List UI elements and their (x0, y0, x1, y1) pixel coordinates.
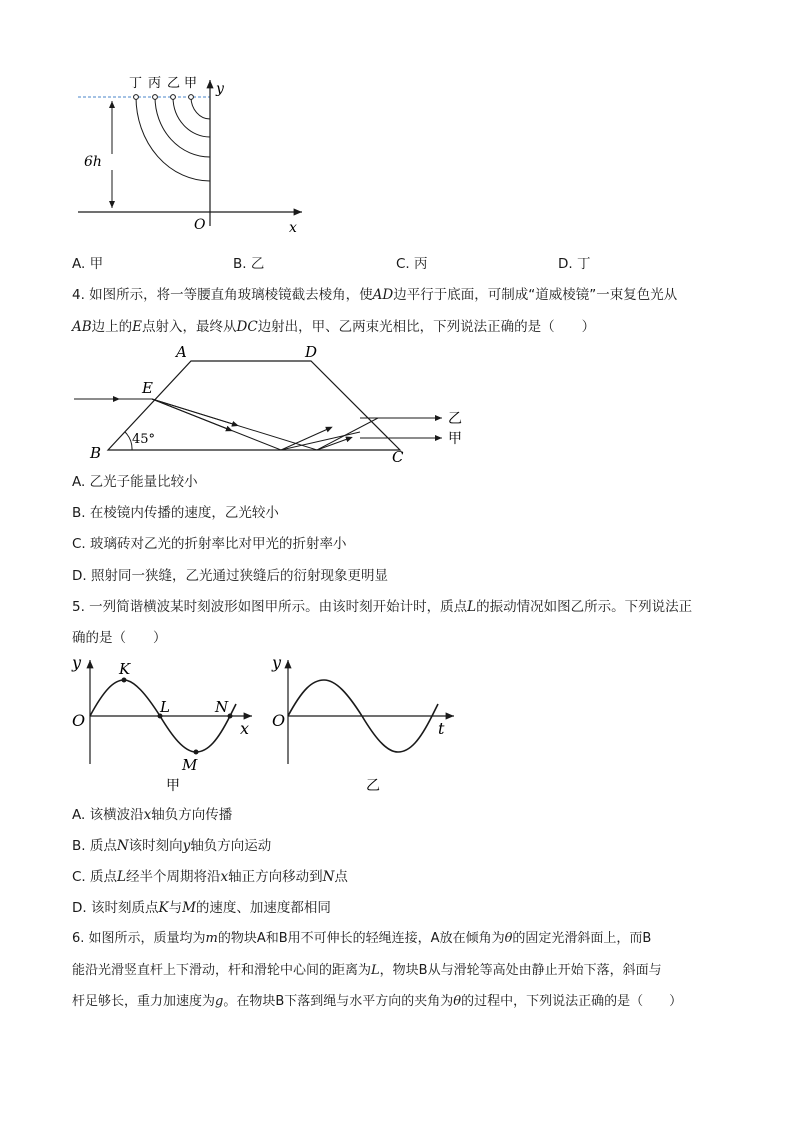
q5-d-m: M (182, 900, 196, 916)
ray-jia-label: 甲 (448, 431, 462, 447)
ray-yi-label: 乙 (448, 411, 462, 427)
height-label: 6h (84, 154, 102, 170)
q6-g: g (215, 994, 224, 1009)
ray-jia-arrow1 (152, 399, 230, 430)
q6-text1: 6. 如图所示，质量均为 (72, 931, 206, 946)
q5-d-text: D. 该时刻质点 (72, 900, 159, 916)
ball-bing (153, 95, 158, 100)
q6-text7: 。在物块B下落到绳与水平方向的夹角为 (223, 994, 454, 1009)
q5-b-y: y (182, 838, 191, 854)
q5-c-x: x (220, 869, 229, 885)
q6-text3: 的固定光滑斜面上，而B (512, 931, 652, 946)
wave-y-label: y (72, 653, 82, 672)
arc-ding (136, 97, 210, 181)
q5-c-text3: 轴正方向移动到 (228, 869, 323, 885)
wave-x-label: x (240, 719, 250, 738)
figure-q3 (70, 66, 320, 238)
vertex-c: C (392, 448, 404, 466)
q4-option-a[interactable]: A. 乙光子能量比较小 (72, 474, 198, 490)
q5-d-k: K (158, 900, 169, 916)
q3-option-d[interactable]: D. 丁 (558, 256, 591, 272)
q5-b-text: B. 质点 (72, 838, 117, 854)
q5-stem-l: L (467, 599, 477, 615)
q3-option-a[interactable]: A. 甲 (72, 256, 104, 272)
angle-label: 45° (132, 432, 156, 447)
ball-jia (189, 95, 194, 100)
point-e: E (142, 379, 153, 397)
q4-stem-text2: 边平行于底面，可制成“道威棱镜”一束复色光从 (393, 287, 678, 303)
ball-ding (134, 95, 139, 100)
q5-option-d[interactable] (72, 898, 331, 918)
q4-stem-line2 (72, 317, 595, 337)
q5-option-c[interactable] (72, 867, 348, 887)
ray-jia-inside (152, 399, 360, 450)
q4-stem-text4: 点射入，最终从 (142, 319, 237, 335)
q6-text2: 的物块A和B用不可伸长的轻绳连接，A放在倾角为 (217, 931, 505, 946)
q5-c-n: N (322, 869, 335, 885)
ray-jia-arrow2 (317, 438, 350, 450)
q5-c-text: C. 质点 (72, 869, 118, 885)
wave-label-k: K (119, 660, 131, 678)
q4-option-d[interactable]: D. 照射同一狭缝，乙光通过狭缝后的衍射现象更明显 (72, 568, 388, 584)
q4-stem-text: 4. 如图所示，将一等腰直角玻璃棱镜截去棱角，使 (72, 287, 373, 303)
x-axis-label: x (289, 220, 297, 236)
figure-q5-vibration (268, 652, 458, 796)
q4-stem-text5: 边射出，甲、乙两束光相比，下列说法正确的是（ ） (257, 319, 596, 335)
q6-text8: 的过程中，下列说法正确的是（ ） (461, 994, 683, 1009)
q4-stem-text3: 边上的 (91, 319, 133, 335)
q6-stem-line2 (72, 961, 662, 981)
ray-yi-arrow1 (152, 399, 236, 425)
arc-jia (191, 97, 210, 119)
vib-origin: O (272, 711, 286, 730)
q6-text4: 能沿光滑竖直杆上下滑动，杆和滑轮中心间的距离为 (72, 963, 372, 978)
q5-b-text3: 轴负方向运动 (190, 838, 272, 854)
q4-option-c[interactable]: C. 玻璃砖对乙光的折射率比对甲光的折射率小 (72, 536, 347, 552)
angle-arc (125, 432, 132, 450)
q5-a-x: x (143, 807, 152, 823)
vertex-b: B (90, 444, 102, 462)
figure-q4-prism (70, 340, 480, 466)
y-axis-label: y (216, 81, 224, 97)
figure-q5-wave (68, 652, 258, 796)
wave-label-l: L (160, 698, 170, 716)
wave-label-m: M (182, 756, 198, 774)
q5-option-b[interactable] (72, 836, 271, 856)
q5-a-text: A. 该横波沿 (72, 807, 144, 823)
q6-l: L (371, 963, 380, 978)
label-yi: 乙 (167, 76, 181, 91)
q5-stem-line1 (72, 597, 692, 617)
vib-y-label: y (272, 653, 282, 672)
q4-option-b[interactable]: B. 在棱镜内传播的速度，乙光较小 (72, 505, 279, 521)
q6-stem-line3 (72, 992, 682, 1012)
q3-option-c[interactable]: C. 丙 (396, 256, 428, 272)
q6-text6: 杆足够长，重力加速度为 (72, 994, 216, 1009)
q4-stem-line1 (72, 285, 677, 305)
wave-label-n: N (215, 698, 229, 716)
point-n (228, 714, 233, 719)
q5-c-text2: 经半个周期将沿 (125, 869, 221, 885)
q5-a-text2: 轴负方向传播 (151, 807, 233, 823)
q3-option-b[interactable]: B. 乙 (233, 256, 265, 272)
q4-stem-dc: DC (236, 319, 258, 335)
q6-theta1: θ (504, 931, 513, 946)
wave-origin: O (72, 711, 86, 730)
label-bing: 丙 (148, 76, 162, 91)
q4-stem-ad: AD (372, 287, 394, 303)
ray-yi-inside (152, 399, 378, 450)
q4-stem-e: E (132, 319, 143, 335)
point-k (122, 678, 127, 683)
ball-yi (171, 95, 176, 100)
vib-caption: 乙 (366, 778, 380, 794)
q6-text5: ，物块B从与滑轮等高处由静止开始下落，斜面与 (379, 963, 662, 978)
q4-stem-ab: AB (72, 319, 92, 335)
q5-stem-text: 5. 一列简谐横波某时刻波形如图甲所示。由该时刻开始计时，质点 (72, 599, 468, 615)
arc-bing (155, 97, 210, 157)
vertex-a: A (176, 343, 187, 361)
q5-c-text4: 点 (334, 869, 348, 885)
q5-d-text2: 与 (168, 900, 183, 916)
q5-stem-text2: 的振动情况如图乙所示。下列说法正 (476, 599, 693, 615)
q5-option-a[interactable] (72, 805, 232, 825)
vib-t-label: t (438, 719, 445, 738)
q5-c-l: L (117, 869, 126, 885)
q5-b-n: N (116, 838, 129, 854)
q6-stem-line1 (72, 929, 651, 949)
q5-b-text2: 该时刻向 (128, 838, 183, 854)
q6-m: m (205, 931, 218, 946)
label-ding: 丁 (129, 76, 143, 91)
origin-label: O (194, 217, 206, 233)
q5-d-text3: 的速度、加速度都相同 (195, 900, 331, 916)
point-m (194, 750, 199, 755)
label-jia: 甲 (184, 76, 198, 91)
q6-theta2: θ (453, 994, 462, 1009)
q5-stem-line2: 确的是（ ） (72, 630, 167, 646)
vertex-d: D (305, 343, 318, 361)
wave-caption: 甲 (166, 778, 180, 794)
